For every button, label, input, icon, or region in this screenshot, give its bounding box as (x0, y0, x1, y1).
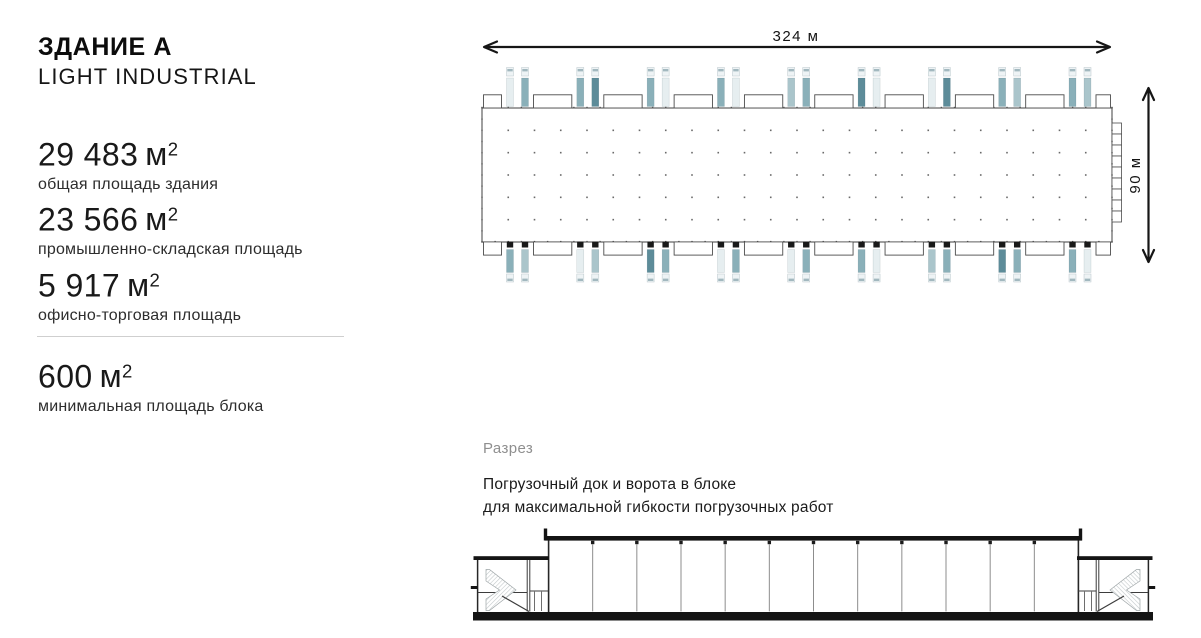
stat-value: 29 483 $м^2$ (38, 136, 179, 173)
section-caption (483, 474, 834, 519)
section-title: Разрез (483, 440, 534, 457)
building-title: ЗДАНИЕ А (38, 33, 173, 61)
plan-stair-core (1112, 123, 1122, 222)
dimension-height-label: 90 м (1127, 156, 1144, 194)
caption-line-1: Погрузочный док и ворота в блоке (483, 476, 737, 493)
divider-line (37, 336, 344, 337)
stat-value: 600 $м^2$ (38, 358, 133, 395)
section-ground-slab (473, 612, 1153, 621)
stat-total-area (38, 137, 218, 194)
section-warehouse-hall (544, 529, 1082, 613)
dimension-width-label: 324 м (772, 28, 820, 45)
building-subtitle: LIGHT INDUSTRIAL (38, 64, 257, 89)
stat-label: минимальная площадь блока (38, 398, 264, 416)
stat-label: офисно-торговая площадь (38, 307, 242, 325)
stat-industrial-area (38, 202, 303, 259)
caption-line-2: для максимальной гибкости погрузочных работ (483, 498, 834, 516)
section-office-block-left (471, 556, 549, 612)
stat-label: промышленно-складская площадь (38, 241, 303, 259)
plan-loading-docks-bottom (484, 242, 1111, 283)
stat-value: 23 566 $м^2$ (38, 201, 179, 238)
plan-loading-docks-top (484, 68, 1111, 109)
stat-office-area (38, 268, 241, 325)
stat-label: общая площадь здания (38, 176, 219, 194)
stat-min-block-area (38, 359, 264, 416)
section-office-block-right (1077, 556, 1155, 612)
stat-value: 5 917 $м^2$ (38, 267, 161, 304)
